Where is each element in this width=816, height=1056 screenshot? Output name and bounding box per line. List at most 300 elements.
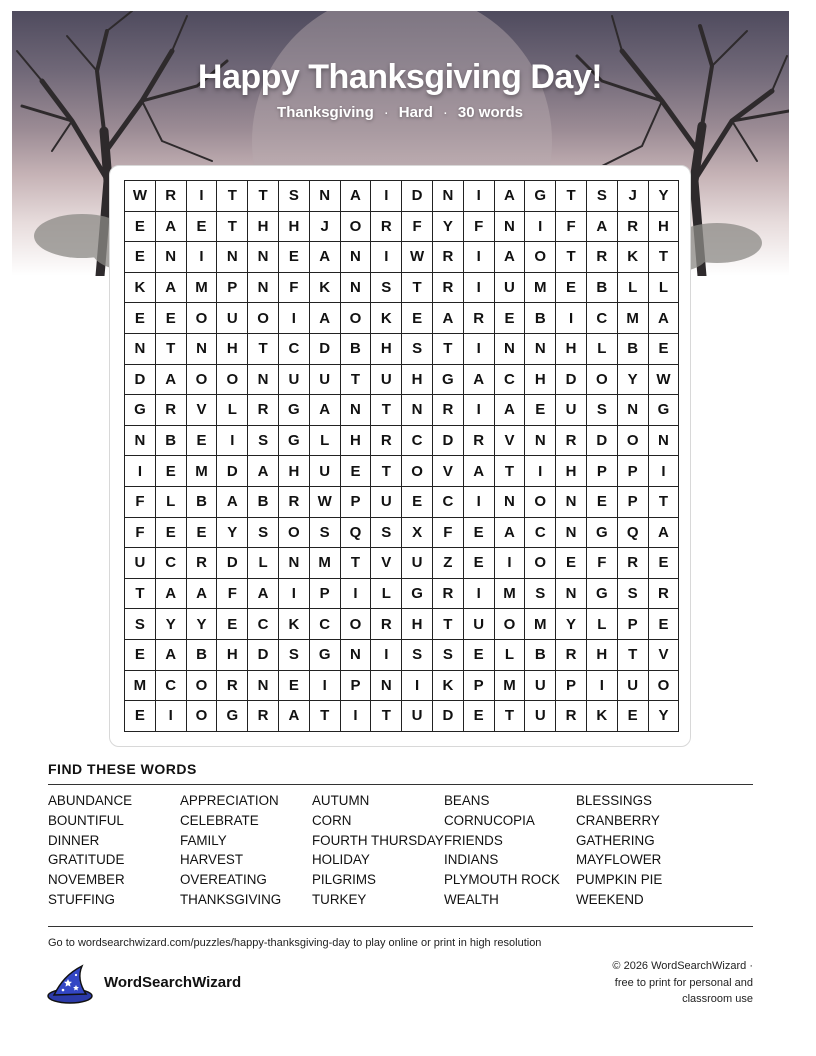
grid-cell[interactable]: P bbox=[618, 487, 649, 518]
grid-cell[interactable]: I bbox=[464, 181, 495, 212]
grid-cell[interactable]: D bbox=[433, 426, 464, 457]
grid-cell[interactable]: T bbox=[217, 212, 248, 243]
grid-cell[interactable]: A bbox=[187, 579, 218, 610]
grid-cell[interactable]: Y bbox=[618, 365, 649, 396]
grid-cell[interactable]: T bbox=[371, 395, 402, 426]
grid-cell[interactable]: I bbox=[187, 181, 218, 212]
grid-cell[interactable]: A bbox=[587, 212, 618, 243]
grid-cell[interactable]: B bbox=[525, 303, 556, 334]
grid-cell[interactable]: U bbox=[402, 701, 433, 732]
grid-cell[interactable]: R bbox=[217, 671, 248, 702]
grid-cell[interactable]: D bbox=[433, 701, 464, 732]
grid-cell[interactable]: T bbox=[649, 242, 680, 273]
grid-cell[interactable]: B bbox=[618, 334, 649, 365]
grid-cell[interactable]: D bbox=[125, 365, 156, 396]
grid-cell[interactable]: E bbox=[125, 701, 156, 732]
grid-cell[interactable]: B bbox=[525, 640, 556, 671]
grid-cell[interactable]: L bbox=[495, 640, 526, 671]
grid-cell[interactable]: S bbox=[279, 640, 310, 671]
grid-cell[interactable]: O bbox=[279, 518, 310, 549]
grid-cell[interactable]: L bbox=[618, 273, 649, 304]
grid-cell[interactable]: H bbox=[402, 609, 433, 640]
grid-cell[interactable]: W bbox=[402, 242, 433, 273]
grid-cell[interactable]: G bbox=[310, 640, 341, 671]
grid-cell[interactable]: L bbox=[248, 548, 279, 579]
grid-cell[interactable]: E bbox=[187, 212, 218, 243]
grid-cell[interactable]: D bbox=[587, 426, 618, 457]
grid-cell[interactable]: S bbox=[525, 579, 556, 610]
grid-cell[interactable]: I bbox=[371, 242, 402, 273]
grid-cell[interactable]: T bbox=[371, 701, 402, 732]
grid-cell[interactable]: U bbox=[371, 365, 402, 396]
grid-cell[interactable]: D bbox=[310, 334, 341, 365]
grid-cell[interactable]: I bbox=[464, 242, 495, 273]
grid-cell[interactable]: C bbox=[248, 609, 279, 640]
grid-cell[interactable]: N bbox=[248, 242, 279, 273]
grid-cell[interactable]: Y bbox=[217, 518, 248, 549]
grid-cell[interactable]: U bbox=[217, 303, 248, 334]
grid-cell[interactable]: T bbox=[248, 334, 279, 365]
grid-cell[interactable]: A bbox=[341, 181, 372, 212]
grid-cell[interactable]: C bbox=[495, 365, 526, 396]
grid-cell[interactable]: P bbox=[618, 609, 649, 640]
grid-cell[interactable]: S bbox=[310, 518, 341, 549]
grid-cell[interactable]: N bbox=[556, 579, 587, 610]
grid-cell[interactable]: L bbox=[649, 273, 680, 304]
grid-cell[interactable]: S bbox=[433, 640, 464, 671]
grid-cell[interactable]: N bbox=[495, 212, 526, 243]
grid-cell[interactable]: D bbox=[217, 456, 248, 487]
grid-cell[interactable]: A bbox=[248, 579, 279, 610]
grid-cell[interactable]: S bbox=[587, 395, 618, 426]
grid-cell[interactable]: V bbox=[371, 548, 402, 579]
grid-cell[interactable]: N bbox=[402, 395, 433, 426]
grid-cell[interactable]: A bbox=[310, 303, 341, 334]
grid-cell[interactable]: O bbox=[525, 548, 556, 579]
grid-cell[interactable]: K bbox=[310, 273, 341, 304]
grid-cell[interactable]: T bbox=[495, 456, 526, 487]
grid-cell[interactable]: E bbox=[341, 456, 372, 487]
grid-cell[interactable]: O bbox=[495, 609, 526, 640]
grid-cell[interactable]: R bbox=[433, 273, 464, 304]
grid-cell[interactable]: U bbox=[310, 456, 341, 487]
grid-cell[interactable]: R bbox=[433, 242, 464, 273]
grid-cell[interactable]: A bbox=[156, 640, 187, 671]
grid-cell[interactable]: A bbox=[279, 701, 310, 732]
grid-cell[interactable]: U bbox=[556, 395, 587, 426]
grid-cell[interactable]: B bbox=[248, 487, 279, 518]
grid-cell[interactable]: T bbox=[433, 609, 464, 640]
grid-cell[interactable]: N bbox=[556, 487, 587, 518]
grid-cell[interactable]: G bbox=[279, 426, 310, 457]
grid-cell[interactable]: F bbox=[217, 579, 248, 610]
grid-cell[interactable]: E bbox=[464, 701, 495, 732]
grid-cell[interactable]: H bbox=[279, 212, 310, 243]
grid-cell[interactable]: R bbox=[556, 701, 587, 732]
grid-cell[interactable]: N bbox=[341, 395, 372, 426]
grid-cell[interactable]: E bbox=[587, 487, 618, 518]
grid-cell[interactable]: O bbox=[248, 303, 279, 334]
grid-cell[interactable]: I bbox=[587, 671, 618, 702]
grid-cell[interactable]: R bbox=[156, 181, 187, 212]
grid-cell[interactable]: N bbox=[217, 242, 248, 273]
grid-cell[interactable]: T bbox=[217, 181, 248, 212]
grid-cell[interactable]: I bbox=[556, 303, 587, 334]
grid-cell[interactable]: G bbox=[587, 518, 618, 549]
grid-cell[interactable]: M bbox=[310, 548, 341, 579]
grid-cell[interactable]: O bbox=[341, 212, 372, 243]
grid-cell[interactable]: O bbox=[217, 365, 248, 396]
grid-cell[interactable]: F bbox=[587, 548, 618, 579]
grid-cell[interactable]: E bbox=[125, 640, 156, 671]
grid-cell[interactable]: S bbox=[125, 609, 156, 640]
grid-cell[interactable]: U bbox=[402, 548, 433, 579]
grid-cell[interactable]: P bbox=[618, 456, 649, 487]
grid-cell[interactable]: A bbox=[495, 518, 526, 549]
grid-cell[interactable]: O bbox=[341, 303, 372, 334]
grid-cell[interactable]: F bbox=[125, 518, 156, 549]
grid-cell[interactable]: W bbox=[310, 487, 341, 518]
grid-cell[interactable]: T bbox=[649, 487, 680, 518]
grid-cell[interactable]: U bbox=[464, 609, 495, 640]
grid-cell[interactable]: V bbox=[495, 426, 526, 457]
letter-grid[interactable] bbox=[124, 180, 679, 732]
grid-cell[interactable]: C bbox=[156, 671, 187, 702]
grid-cell[interactable]: H bbox=[649, 212, 680, 243]
grid-cell[interactable]: N bbox=[248, 273, 279, 304]
grid-cell[interactable]: E bbox=[649, 334, 680, 365]
grid-cell[interactable]: A bbox=[310, 395, 341, 426]
grid-cell[interactable]: A bbox=[156, 365, 187, 396]
grid-cell[interactable]: O bbox=[187, 303, 218, 334]
grid-cell[interactable]: U bbox=[125, 548, 156, 579]
grid-cell[interactable]: M bbox=[525, 609, 556, 640]
grid-cell[interactable]: K bbox=[433, 671, 464, 702]
grid-cell[interactable]: I bbox=[310, 671, 341, 702]
grid-cell[interactable]: P bbox=[556, 671, 587, 702]
grid-cell[interactable]: R bbox=[556, 426, 587, 457]
grid-cell[interactable]: C bbox=[433, 487, 464, 518]
grid-cell[interactable]: A bbox=[495, 181, 526, 212]
grid-cell[interactable]: H bbox=[341, 426, 372, 457]
grid-cell[interactable]: H bbox=[587, 640, 618, 671]
grid-cell[interactable]: A bbox=[495, 395, 526, 426]
grid-cell[interactable]: I bbox=[464, 395, 495, 426]
grid-cell[interactable]: O bbox=[187, 671, 218, 702]
grid-cell[interactable]: I bbox=[341, 701, 372, 732]
grid-cell[interactable]: N bbox=[125, 334, 156, 365]
grid-cell[interactable]: N bbox=[341, 640, 372, 671]
grid-cell[interactable]: N bbox=[371, 671, 402, 702]
grid-cell[interactable]: R bbox=[618, 548, 649, 579]
grid-cell[interactable]: S bbox=[371, 273, 402, 304]
grid-cell[interactable]: R bbox=[187, 548, 218, 579]
grid-cell[interactable]: E bbox=[649, 548, 680, 579]
grid-cell[interactable]: W bbox=[649, 365, 680, 396]
grid-cell[interactable]: M bbox=[618, 303, 649, 334]
grid-cell[interactable]: R bbox=[248, 701, 279, 732]
grid-cell[interactable]: R bbox=[587, 242, 618, 273]
grid-cell[interactable]: L bbox=[371, 579, 402, 610]
grid-cell[interactable]: D bbox=[402, 181, 433, 212]
grid-cell[interactable]: T bbox=[495, 701, 526, 732]
grid-cell[interactable]: H bbox=[556, 456, 587, 487]
grid-cell[interactable]: A bbox=[433, 303, 464, 334]
grid-cell[interactable]: P bbox=[587, 456, 618, 487]
grid-cell[interactable]: E bbox=[649, 609, 680, 640]
grid-cell[interactable]: G bbox=[587, 579, 618, 610]
grid-cell[interactable]: T bbox=[556, 181, 587, 212]
grid-cell[interactable]: E bbox=[525, 395, 556, 426]
grid-cell[interactable]: I bbox=[341, 579, 372, 610]
grid-cell[interactable]: V bbox=[649, 640, 680, 671]
grid-cell[interactable]: T bbox=[125, 579, 156, 610]
grid-cell[interactable]: D bbox=[217, 548, 248, 579]
grid-cell[interactable]: L bbox=[587, 609, 618, 640]
grid-cell[interactable]: M bbox=[495, 671, 526, 702]
grid-cell[interactable]: T bbox=[371, 456, 402, 487]
grid-cell[interactable]: C bbox=[525, 518, 556, 549]
grid-cell[interactable]: E bbox=[618, 701, 649, 732]
grid-cell[interactable]: G bbox=[649, 395, 680, 426]
grid-cell[interactable]: E bbox=[402, 487, 433, 518]
grid-cell[interactable]: T bbox=[433, 334, 464, 365]
grid-cell[interactable]: E bbox=[402, 303, 433, 334]
grid-cell[interactable]: U bbox=[525, 701, 556, 732]
grid-cell[interactable]: S bbox=[279, 181, 310, 212]
grid-cell[interactable]: I bbox=[525, 456, 556, 487]
grid-cell[interactable]: N bbox=[125, 426, 156, 457]
grid-cell[interactable]: H bbox=[279, 456, 310, 487]
grid-cell[interactable]: F bbox=[556, 212, 587, 243]
grid-cell[interactable]: N bbox=[341, 273, 372, 304]
grid-cell[interactable]: R bbox=[248, 395, 279, 426]
grid-cell[interactable]: J bbox=[310, 212, 341, 243]
grid-cell[interactable]: O bbox=[187, 701, 218, 732]
grid-cell[interactable]: O bbox=[402, 456, 433, 487]
grid-cell[interactable]: I bbox=[525, 212, 556, 243]
grid-cell[interactable]: U bbox=[371, 487, 402, 518]
grid-cell[interactable]: I bbox=[464, 579, 495, 610]
grid-cell[interactable]: N bbox=[556, 518, 587, 549]
grid-cell[interactable]: A bbox=[217, 487, 248, 518]
grid-cell[interactable]: N bbox=[187, 334, 218, 365]
grid-cell[interactable]: I bbox=[279, 579, 310, 610]
grid-cell[interactable]: M bbox=[125, 671, 156, 702]
grid-cell[interactable]: R bbox=[279, 487, 310, 518]
grid-cell[interactable]: B bbox=[187, 487, 218, 518]
grid-cell[interactable]: A bbox=[649, 518, 680, 549]
grid-cell[interactable]: T bbox=[402, 273, 433, 304]
grid-cell[interactable]: Y bbox=[156, 609, 187, 640]
grid-cell[interactable]: R bbox=[649, 579, 680, 610]
grid-cell[interactable]: I bbox=[125, 456, 156, 487]
grid-cell[interactable]: U bbox=[279, 365, 310, 396]
grid-cell[interactable]: A bbox=[649, 303, 680, 334]
grid-cell[interactable]: C bbox=[587, 303, 618, 334]
grid-cell[interactable]: E bbox=[495, 303, 526, 334]
grid-cell[interactable]: E bbox=[556, 548, 587, 579]
grid-cell[interactable]: T bbox=[341, 365, 372, 396]
grid-cell[interactable]: P bbox=[464, 671, 495, 702]
grid-cell[interactable]: N bbox=[649, 426, 680, 457]
grid-cell[interactable]: Y bbox=[433, 212, 464, 243]
grid-cell[interactable]: G bbox=[402, 579, 433, 610]
grid-cell[interactable]: E bbox=[156, 518, 187, 549]
grid-cell[interactable]: O bbox=[341, 609, 372, 640]
grid-cell[interactable]: O bbox=[187, 365, 218, 396]
grid-cell[interactable]: S bbox=[618, 579, 649, 610]
grid-cell[interactable]: P bbox=[217, 273, 248, 304]
grid-cell[interactable]: R bbox=[618, 212, 649, 243]
grid-cell[interactable]: S bbox=[248, 518, 279, 549]
grid-cell[interactable]: O bbox=[649, 671, 680, 702]
grid-cell[interactable]: H bbox=[217, 640, 248, 671]
grid-cell[interactable]: C bbox=[402, 426, 433, 457]
grid-cell[interactable]: N bbox=[525, 334, 556, 365]
grid-cell[interactable]: G bbox=[433, 365, 464, 396]
grid-cell[interactable]: B bbox=[156, 426, 187, 457]
grid-cell[interactable]: K bbox=[618, 242, 649, 273]
grid-cell[interactable]: R bbox=[556, 640, 587, 671]
grid-cell[interactable]: A bbox=[464, 365, 495, 396]
grid-cell[interactable]: A bbox=[495, 242, 526, 273]
grid-cell[interactable]: N bbox=[156, 242, 187, 273]
grid-cell[interactable]: A bbox=[156, 579, 187, 610]
grid-cell[interactable]: Y bbox=[556, 609, 587, 640]
grid-cell[interactable]: L bbox=[156, 487, 187, 518]
grid-cell[interactable]: S bbox=[402, 334, 433, 365]
grid-cell[interactable]: C bbox=[279, 334, 310, 365]
grid-cell[interactable]: U bbox=[618, 671, 649, 702]
grid-cell[interactable]: I bbox=[464, 334, 495, 365]
grid-cell[interactable]: M bbox=[495, 579, 526, 610]
grid-cell[interactable]: E bbox=[187, 426, 218, 457]
grid-cell[interactable]: H bbox=[402, 365, 433, 396]
grid-cell[interactable]: N bbox=[310, 181, 341, 212]
grid-cell[interactable]: R bbox=[371, 609, 402, 640]
grid-cell[interactable]: R bbox=[156, 395, 187, 426]
grid-cell[interactable]: I bbox=[649, 456, 680, 487]
grid-cell[interactable]: I bbox=[402, 671, 433, 702]
grid-cell[interactable]: R bbox=[433, 395, 464, 426]
grid-cell[interactable]: T bbox=[618, 640, 649, 671]
grid-cell[interactable]: B bbox=[187, 640, 218, 671]
grid-cell[interactable]: K bbox=[279, 609, 310, 640]
grid-cell[interactable]: P bbox=[341, 487, 372, 518]
grid-cell[interactable]: F bbox=[433, 518, 464, 549]
grid-cell[interactable]: H bbox=[525, 365, 556, 396]
grid-cell[interactable]: E bbox=[156, 303, 187, 334]
grid-cell[interactable]: I bbox=[495, 548, 526, 579]
grid-cell[interactable]: U bbox=[310, 365, 341, 396]
grid-cell[interactable]: E bbox=[187, 518, 218, 549]
grid-cell[interactable]: D bbox=[248, 640, 279, 671]
grid-cell[interactable]: G bbox=[525, 181, 556, 212]
grid-cell[interactable]: A bbox=[464, 456, 495, 487]
grid-cell[interactable]: H bbox=[217, 334, 248, 365]
grid-cell[interactable]: N bbox=[279, 548, 310, 579]
grid-cell[interactable]: E bbox=[279, 242, 310, 273]
grid-cell[interactable]: X bbox=[402, 518, 433, 549]
grid-cell[interactable]: S bbox=[402, 640, 433, 671]
grid-cell[interactable]: E bbox=[217, 609, 248, 640]
grid-cell[interactable]: R bbox=[433, 579, 464, 610]
grid-cell[interactable]: H bbox=[556, 334, 587, 365]
grid-cell[interactable]: E bbox=[125, 303, 156, 334]
grid-cell[interactable]: O bbox=[525, 487, 556, 518]
grid-cell[interactable]: E bbox=[125, 212, 156, 243]
grid-cell[interactable]: R bbox=[464, 303, 495, 334]
grid-cell[interactable]: M bbox=[187, 456, 218, 487]
grid-cell[interactable]: F bbox=[125, 487, 156, 518]
grid-cell[interactable]: K bbox=[587, 701, 618, 732]
grid-cell[interactable]: N bbox=[248, 365, 279, 396]
grid-cell[interactable]: B bbox=[341, 334, 372, 365]
grid-cell[interactable]: F bbox=[464, 212, 495, 243]
grid-cell[interactable]: K bbox=[125, 273, 156, 304]
grid-cell[interactable]: T bbox=[310, 701, 341, 732]
grid-cell[interactable]: N bbox=[495, 487, 526, 518]
grid-cell[interactable]: V bbox=[187, 395, 218, 426]
grid-cell[interactable]: F bbox=[402, 212, 433, 243]
grid-cell[interactable]: O bbox=[525, 242, 556, 273]
grid-cell[interactable]: A bbox=[156, 212, 187, 243]
grid-cell[interactable]: E bbox=[156, 456, 187, 487]
grid-cell[interactable]: I bbox=[371, 640, 402, 671]
grid-cell[interactable]: B bbox=[587, 273, 618, 304]
grid-cell[interactable]: G bbox=[279, 395, 310, 426]
grid-cell[interactable]: I bbox=[279, 303, 310, 334]
grid-cell[interactable]: N bbox=[341, 242, 372, 273]
grid-cell[interactable]: H bbox=[371, 334, 402, 365]
grid-cell[interactable]: T bbox=[156, 334, 187, 365]
grid-cell[interactable]: E bbox=[464, 640, 495, 671]
grid-cell[interactable]: R bbox=[371, 212, 402, 243]
grid-cell[interactable]: A bbox=[310, 242, 341, 273]
grid-cell[interactable]: E bbox=[464, 548, 495, 579]
grid-cell[interactable]: P bbox=[310, 579, 341, 610]
grid-cell[interactable]: U bbox=[495, 273, 526, 304]
grid-cell[interactable]: E bbox=[464, 518, 495, 549]
grid-cell[interactable]: N bbox=[495, 334, 526, 365]
grid-cell[interactable]: C bbox=[310, 609, 341, 640]
grid-cell[interactable]: I bbox=[464, 273, 495, 304]
grid-cell[interactable]: J bbox=[618, 181, 649, 212]
grid-cell[interactable]: V bbox=[433, 456, 464, 487]
grid-cell[interactable]: G bbox=[217, 701, 248, 732]
grid-cell[interactable]: Q bbox=[341, 518, 372, 549]
grid-cell[interactable]: W bbox=[125, 181, 156, 212]
grid-cell[interactable]: T bbox=[556, 242, 587, 273]
grid-cell[interactable]: C bbox=[156, 548, 187, 579]
grid-cell[interactable]: L bbox=[310, 426, 341, 457]
grid-cell[interactable]: N bbox=[433, 181, 464, 212]
grid-cell[interactable]: I bbox=[371, 181, 402, 212]
grid-cell[interactable]: M bbox=[187, 273, 218, 304]
grid-cell[interactable]: N bbox=[525, 426, 556, 457]
grid-cell[interactable]: Q bbox=[618, 518, 649, 549]
grid-cell[interactable]: L bbox=[587, 334, 618, 365]
grid-cell[interactable]: S bbox=[371, 518, 402, 549]
grid-cell[interactable]: E bbox=[279, 671, 310, 702]
grid-cell[interactable]: Y bbox=[649, 181, 680, 212]
grid-cell[interactable]: A bbox=[248, 456, 279, 487]
grid-cell[interactable]: R bbox=[464, 426, 495, 457]
grid-cell[interactable]: I bbox=[187, 242, 218, 273]
grid-cell[interactable]: D bbox=[556, 365, 587, 396]
grid-cell[interactable]: I bbox=[464, 487, 495, 518]
